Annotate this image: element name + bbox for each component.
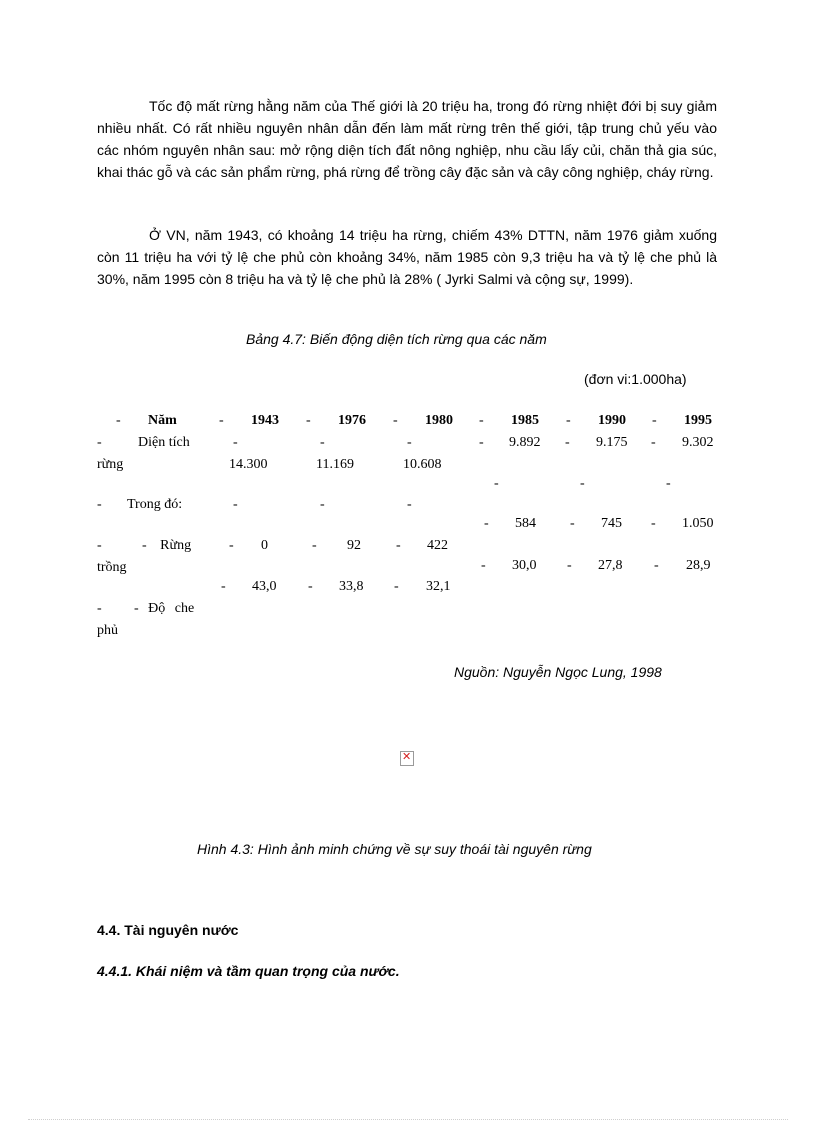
table-dash: - xyxy=(654,558,659,573)
table-cell: 43,0 xyxy=(252,579,277,594)
table-dash: - xyxy=(97,497,102,512)
row-label-area-2: rừng xyxy=(97,457,124,472)
table-cell: 9.302 xyxy=(682,435,714,450)
header-cell-year: Năm xyxy=(148,413,177,428)
table-dash: - xyxy=(652,413,657,428)
row-label-cover: - Độ che xyxy=(134,601,195,616)
table-dash: - xyxy=(97,601,102,616)
figure-caption: Hình 4.3: Hình ảnh minh chứng về sự suy thoái tài nguyên rừng xyxy=(197,841,592,857)
table-cell: 28,9 xyxy=(686,558,711,573)
table-cell: 1.050 xyxy=(682,516,714,531)
table-dash: - xyxy=(484,516,489,531)
row-label-planted-2: trồng xyxy=(97,560,127,575)
table-dash: - xyxy=(229,538,234,553)
table-cell: 422 xyxy=(427,538,448,553)
table-dash: - xyxy=(481,558,486,573)
table-cell: 27,8 xyxy=(598,558,623,573)
table-dash: - xyxy=(570,516,575,531)
table-dash: - xyxy=(97,435,102,450)
table-dash: - xyxy=(566,413,571,428)
header-cell-1943: 1943 xyxy=(251,413,279,428)
table-cell: 584 xyxy=(515,516,536,531)
table-cell: 32,1 xyxy=(426,579,451,594)
table-dash: - xyxy=(666,476,671,491)
table-dash: - xyxy=(233,435,238,450)
page-bottom-divider xyxy=(28,1119,788,1120)
row-label-planted: - Rừng xyxy=(142,538,192,553)
header-cell-1985: 1985 xyxy=(511,413,539,428)
table-dash: - xyxy=(320,435,325,450)
table-cell: 30,0 xyxy=(512,558,537,573)
table-cell: 10.608 xyxy=(403,457,442,472)
table-dash: - xyxy=(651,516,656,531)
header-cell-1976: 1976 xyxy=(338,413,366,428)
table-dash: - xyxy=(320,497,325,512)
table-dash: - xyxy=(219,413,224,428)
table-dash: - xyxy=(312,538,317,553)
subsection-heading: 4.4.1. Khái niệm và tầm quan trọng của nước. xyxy=(97,963,400,979)
table-dash: - xyxy=(233,497,238,512)
table-dash: - xyxy=(394,579,399,594)
table-dash: - xyxy=(308,579,313,594)
table-dash: - xyxy=(479,413,484,428)
table-dash: - xyxy=(396,538,401,553)
table-unit: (đơn vi:1.000ha) xyxy=(584,371,687,387)
table-dash: - xyxy=(567,558,572,573)
row-label-of-which: Trong đó: xyxy=(127,497,183,512)
table-dash: - xyxy=(221,579,226,594)
table-cell: 11.169 xyxy=(316,457,354,472)
header-cell-1990: 1990 xyxy=(598,413,626,428)
table-dash: - xyxy=(479,435,484,450)
table-dash: - xyxy=(407,497,412,512)
paragraph-deforestation-vietnam: Ở VN, năm 1943, có khoảng 14 triệu ha rừng, chiếm 43% DTTN, năm 1976 giảm xuống còn 11 triệu ha với tỷ lệ che phủ còn khoảng 34%, năm 1985 còn 9,3 triệu ha và tỷ lệ che phủ là 30%, năm 1995 còn 8 triệu ha và tỷ lệ che phủ là 28% ( Jyrki Salmi và cộng sự, 1999). xyxy=(97,227,717,287)
table-cell: 745 xyxy=(601,516,622,531)
table-cell: 0 xyxy=(261,538,268,553)
header-cell-1980: 1980 xyxy=(425,413,453,428)
row-label-area: Diện tích xyxy=(138,435,190,450)
broken-image-icon xyxy=(400,751,414,766)
paragraph-deforestation-world: Tốc độ mất rừng hằng năm của Thế giới là 20 triệu ha, trong đó rừng nhiệt đới bị suy giảm nhiều nhất. Có rất nhiều nguyên nhân dẫn đến làm mất rừng trên thế giới, tập trung chủ yếu vào các nhóm nguyên nhân sau: mở rộng diện tích đất nông nghiệp, nhu cầu lấy củi, chăn thả gia súc, khai thác gỗ và các sản phẩm rừng, phá rừng để trồng cây đặc sản và cây công nghiệp, cháy rừng. xyxy=(97,98,717,180)
table-cell: 9.892 xyxy=(509,435,541,450)
table-dash: - xyxy=(651,435,656,450)
table-dash: - xyxy=(306,413,311,428)
header-cell-1995: 1995 xyxy=(684,413,712,428)
section-heading: 4.4. Tài nguyên nước xyxy=(97,922,239,938)
table-dash: - xyxy=(565,435,570,450)
row-label-cover-2: phủ xyxy=(97,623,118,638)
table-source: Nguồn: Nguyễn Ngọc Lung, 1998 xyxy=(454,664,662,680)
table-cell: 14.300 xyxy=(229,457,268,472)
table-caption: Bảng 4.7: Biến động diện tích rừng qua các năm xyxy=(246,331,547,347)
table-dash: - xyxy=(116,413,121,428)
table-dash: - xyxy=(393,413,398,428)
table-dash: - xyxy=(494,476,499,491)
table-cell: 92 xyxy=(347,538,361,553)
table-dash: - xyxy=(580,476,585,491)
table-cell: 9.175 xyxy=(596,435,628,450)
table-dash: - xyxy=(407,435,412,450)
table-cell: 33,8 xyxy=(339,579,364,594)
table-dash: - xyxy=(97,538,102,553)
